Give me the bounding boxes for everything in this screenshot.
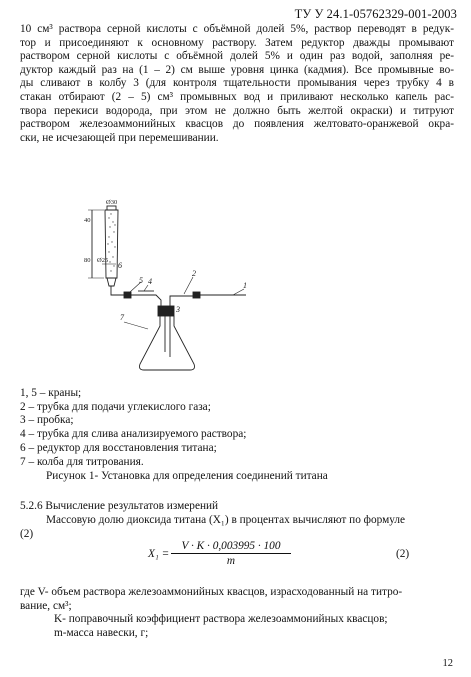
paragraph-line: ски, не исчезающей при перемешивании. (20, 131, 219, 144)
figure-label-4: 4 (148, 277, 152, 286)
figure-label-1: 1 (243, 281, 247, 290)
figure-caption: Рисунок 1- Установка для определения соединений титана (46, 470, 328, 482)
figure-label-7: 7 (120, 313, 124, 322)
definition-line: вание, см³; (20, 599, 72, 612)
figure-legend (20, 387, 246, 469)
reductor-tip (107, 278, 116, 286)
legend-item: 7 – колба для титрования. (20, 455, 144, 468)
reductor-column (105, 210, 118, 278)
valve-1 (124, 292, 131, 298)
dim-label: 80 (84, 257, 91, 264)
figure-label-6: 6 (118, 261, 122, 270)
formula-numerator: V · K · 0,003995 · 100 (171, 540, 291, 554)
procedure-paragraph (20, 23, 454, 145)
paragraph-line: тор и присоединяют к основному раствору. Затем редуктор дважды промывают (20, 36, 454, 49)
zinc-fill (107, 213, 115, 271)
paragraph-line: твора перекиси водорода, при этом не должно быть желтой окраски) и титруют (20, 104, 454, 117)
formula-denominator: m (226, 555, 236, 567)
formula-fraction (171, 540, 291, 567)
paragraph-line: раствором серной кислоты с объёмной долей 5% и один раз водой, заполняя ре- (20, 50, 454, 63)
paragraph-line: ды сливают в колбу 3 (для контроля тщательности промывания через трубку 4 в (20, 77, 454, 90)
figure-label-2: 2 (192, 269, 196, 278)
paragraph-line: дуктор каждый раз на (1 – 2) см выше уровня цинка (кадмия). Все промывные во- (20, 63, 454, 76)
figure-label-5: 5 (139, 276, 143, 285)
dim-label: Ø30 (106, 199, 118, 206)
dim-label: Ø25 (97, 257, 109, 264)
paragraph-line: 10 см³ раствора серной кислоты с объёмной долей 5%, раствор переводят в редук- (20, 23, 454, 35)
paragraph-line: стакан отбирают (2 – 5) см³ промывных вод и приливают несколько капель рас- (20, 90, 454, 103)
variable-definitions (20, 586, 454, 640)
definition-line: K- поправочный коэффициент раствора железоаммонийных квасцов; (54, 613, 388, 626)
definition-line: m-масса навески, г; (54, 626, 149, 639)
legend-item: 3 – пробка; (20, 414, 74, 427)
drain-tube-4 (131, 295, 161, 310)
valve-5 (193, 292, 200, 298)
section-intro: Массовую долю диоксида титана (X₁) в процентах вычисляют по формуле (46, 514, 406, 526)
doc-code-header: ТУ У 24.1-05762329-001-2003 (294, 7, 457, 21)
legend-item: 1, 5 – краны; (20, 387, 82, 399)
page-number: 12 (442, 658, 453, 669)
titration-flask-7 (140, 316, 195, 370)
figure-label-3: 3 (176, 305, 180, 314)
dim-label: 40 (84, 217, 91, 224)
definition-line: где V- объем раствора железоаммонийных квасцов, израсходованный на титро- (20, 586, 403, 598)
paragraph-line: раствором железоаммонийных квасцов до появления желтовато-оранжевой окра- (20, 118, 454, 131)
equation-ref: (2) (396, 548, 410, 560)
legend-item: 2 – трубка для подачи углекислого газа; (20, 400, 211, 413)
legend-item: 4 – трубка для слива анализируемого раствора; (20, 428, 247, 441)
titration-apparatus-figure (80, 192, 280, 382)
formula-lhs: X₁ = (148, 548, 170, 560)
section-title: 5.2.6 Вычисление результатов измерений (20, 500, 219, 512)
stopper-3 (158, 306, 174, 316)
equation-ref-left: (2) (20, 528, 34, 540)
legend-item: 6 – редуктор для восстановления титана; (20, 441, 217, 454)
reductor-cap (107, 206, 116, 210)
